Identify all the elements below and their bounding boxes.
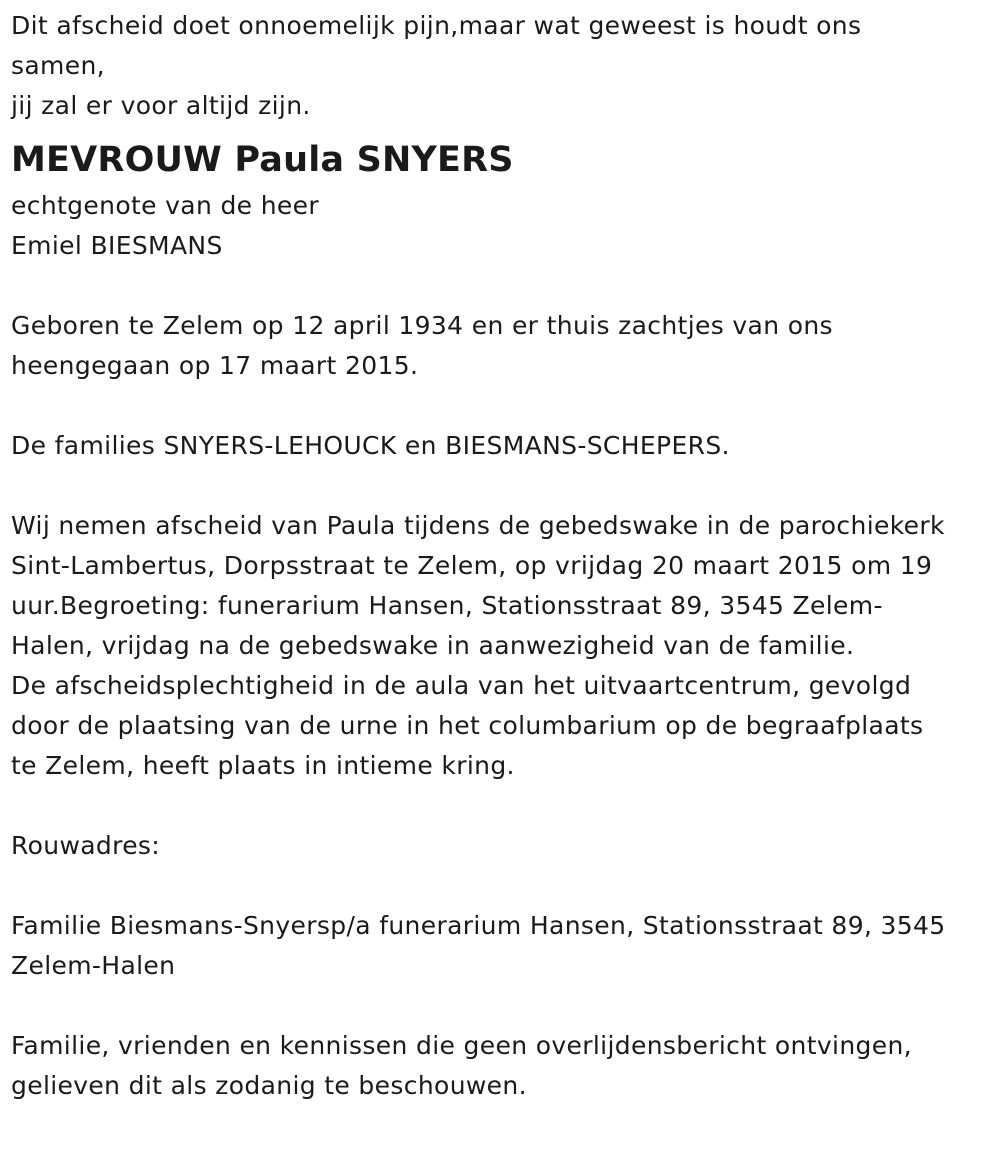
deceased-name: MEVROUW Paula SNYERS — [11, 140, 514, 180]
relation — [11, 186, 986, 266]
ceremony-line: door de plaatsing van de urne in het columbarium op de begraafplaats — [11, 711, 924, 740]
mourning-address-label: Rouwadres: — [11, 831, 161, 860]
death-notice — [11, 6, 986, 1106]
spacer — [11, 866, 986, 906]
poem — [11, 6, 986, 126]
address-line: Zelem-Halen — [11, 951, 176, 980]
address-line: Familie Biesmans-Snyersp/a funerarium Hansen, Stationsstraat 89, 3545 — [11, 911, 946, 940]
ceremony-line: Sint-Lambertus, Dorpsstraat te Zelem, op vrijdag 20 maart 2015 om 19 — [11, 551, 933, 580]
spacer — [11, 386, 986, 426]
poem-line: Dit afscheid doet onnoemelijk pijn,maar wat geweest is houdt ons — [11, 11, 862, 40]
relation-line: echtgenote van de heer — [11, 191, 319, 220]
ceremony-line: Halen, vrijdag na de gebedswake in aanwezigheid van de familie. — [11, 631, 855, 660]
closing-line: Familie, vrienden en kennissen die geen overlijdensbericht ontvingen, — [11, 1031, 912, 1060]
ceremony-line: uur.Begroeting: funerarium Hansen, Stationsstraat 89, 3545 Zelem- — [11, 591, 883, 620]
spouse-name: Emiel BIESMANS — [11, 231, 223, 260]
poem-line: jij zal er voor altijd zijn. — [11, 91, 311, 120]
poem-line: samen, — [11, 51, 105, 80]
life-line: heengegaan op 17 maart 2015. — [11, 351, 419, 380]
life-line: Geboren te Zelem op 12 april 1934 en er thuis zachtjes van ons — [11, 311, 833, 340]
mourning-address — [11, 906, 986, 986]
ceremony-line: te Zelem, heeft plaats in intieme kring. — [11, 751, 515, 780]
ceremony-details — [11, 506, 986, 786]
spacer — [11, 466, 986, 506]
closing-line: gelieven dit als zodanig te beschouwen. — [11, 1071, 527, 1100]
closing-note — [11, 1026, 986, 1106]
spacer — [11, 986, 986, 1026]
ceremony-line: Wij nemen afscheid van Paula tijdens de gebedswake in de parochiekerk — [11, 511, 945, 540]
families: De families SNYERS-LEHOUCK en BIESMANS-SCHEPERS. — [11, 431, 730, 460]
spacer — [11, 266, 986, 306]
life-dates — [11, 306, 986, 386]
ceremony-line: De afscheidsplechtigheid in de aula van het uitvaartcentrum, gevolgd — [11, 671, 912, 700]
spacer — [11, 786, 986, 826]
